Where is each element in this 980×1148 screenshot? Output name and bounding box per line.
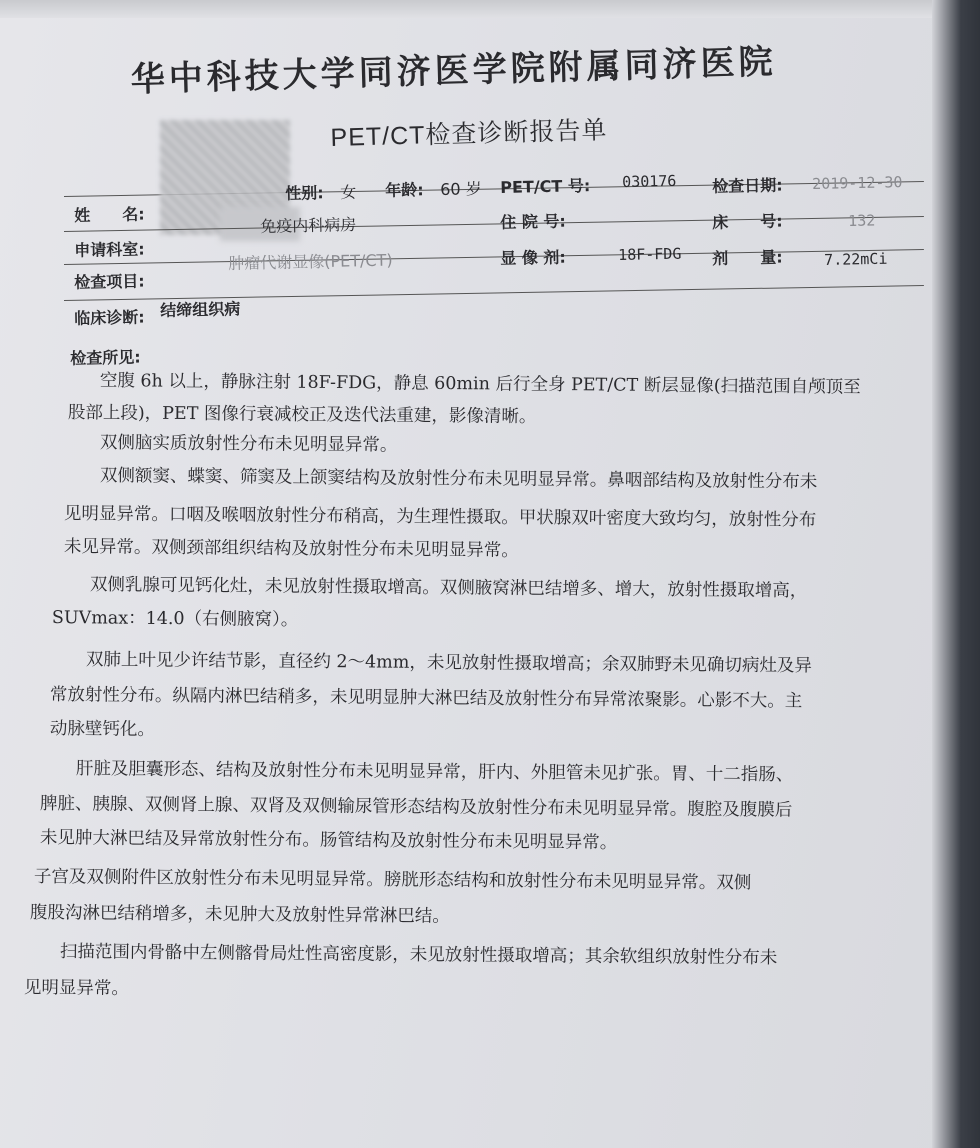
findings-line: 扫描范围内骨骼中左侧髂骨局灶性高密度影，未见放射性摄取增高；其余软组织放射性分布未 (59, 941, 778, 969)
exam-date-value: 2019-12-30 (812, 173, 903, 193)
findings-line: 见明显异常。 (23, 977, 129, 999)
findings-line: 双肺上叶见少许结节影，直径约 2～4mm，未见放射性摄取增高；余双肺野未见确切病灶及异 (85, 649, 812, 677)
name-label: 姓 名: (74, 204, 145, 225)
findings-line: SUVmax：14.0（右侧腋窝）。 (51, 607, 299, 631)
age-value: 60 岁 (440, 179, 482, 199)
findings-line: 未见异常。双侧颈部组织结构及放射性分布未见明显异常。 (63, 536, 519, 561)
findings-line: 空腹 6h 以上，静脉注射 18F-FDG，静息 60min 后行全身 PET/CT 断层显像(扫描范围自颅顶至 (99, 370, 861, 398)
findings-line: 见明显异常。口咽及喉咽放射性分布稍高，为生理性摄取。甲状腺双叶密度大致均匀，放射性分布 (63, 503, 817, 531)
findings-line: 动脉壁钙化。 (49, 718, 155, 740)
findings-line: 股部上段)，PET 图像行衰减校正及迭代法重建，影像清晰。 (67, 402, 537, 428)
gender-label: 性别: (285, 183, 324, 203)
findings-line: 腹股沟淋巴结稍增多，未见肿大及放射性异常淋巴结。 (29, 902, 450, 927)
admission-no-label: 住 院 号: (500, 211, 566, 232)
dose-label: 剂 量: (712, 247, 783, 268)
findings-line: 双侧脑实质放射性分布未见明显异常。 (99, 432, 398, 456)
findings-line: 未见肿大淋巴结及异常放射性分布。肠管结构及放射性分布未见明显异常。 (39, 827, 618, 854)
clinical-diagnosis-label: 临床诊断: (74, 307, 145, 328)
report-title: PET/CT检查诊断报告单 (330, 116, 608, 152)
findings-label: 检查所见: (70, 347, 141, 368)
petct-no-label: PET/CT 号: (500, 176, 591, 197)
clinical-diagnosis-value: 结缔组织病 (160, 299, 241, 320)
age-label: 年龄: (385, 180, 424, 200)
dose-value: 7.22mCi (824, 249, 888, 269)
findings-line: 子宫及双侧附件区放射性分布未见明显异常。膀胱形态结构和放射性分布未见明显异常。双侧 (33, 866, 752, 894)
gender-value: 女 (340, 182, 357, 202)
dept-label: 申请科室: (74, 239, 145, 260)
agent-label: 显 像 剂: (500, 247, 566, 268)
header-rule-2 (64, 249, 924, 265)
bed-label: 床 号: (712, 211, 783, 232)
exam-item-label: 检查项目: (74, 271, 145, 292)
page-edge-shadow (932, 0, 980, 1148)
agent-value: 18F-FDG (618, 244, 682, 264)
findings-line: 脾脏、胰腺、双侧肾上腺、双肾及双侧输尿管形态结构及放射性分布未见明显异常。腹腔及腹膜后 (39, 793, 793, 821)
findings-line: 肝脏及胆囊形态、结构及放射性分布未见明显异常，肝内、外胆管未见扩张。胃、十二指肠、 (75, 758, 794, 786)
petct-no-value: 030176 (622, 171, 677, 191)
exam-date-label: 检查日期: (712, 175, 783, 196)
bed-value: 132 (848, 211, 876, 230)
hospital-title: 华中科技大学同济医学院附属同济医院 (130, 41, 778, 100)
dept-value: 免疫内科病房 (260, 214, 357, 236)
page-top-shadow (0, 0, 980, 18)
findings-line: 常放射性分布。纵隔内淋巴结稍多，未见明显肿大淋巴结及放射性分布异常浓聚影。心影不大。主 (49, 684, 803, 712)
exam-item-value: 肿瘤代谢显像(PET/CT) (228, 250, 393, 273)
findings-line: 双侧乳腺可见钙化灶，未见放射性摄取增高。双侧腋窝淋巴结增多、增大，放射性摄取增高， (89, 574, 808, 602)
findings-line: 双侧额窦、蝶窦、筛窦及上颌窦结构及放射性分布未见明显异常。鼻咽部结构及放射性分布未 (99, 465, 818, 493)
